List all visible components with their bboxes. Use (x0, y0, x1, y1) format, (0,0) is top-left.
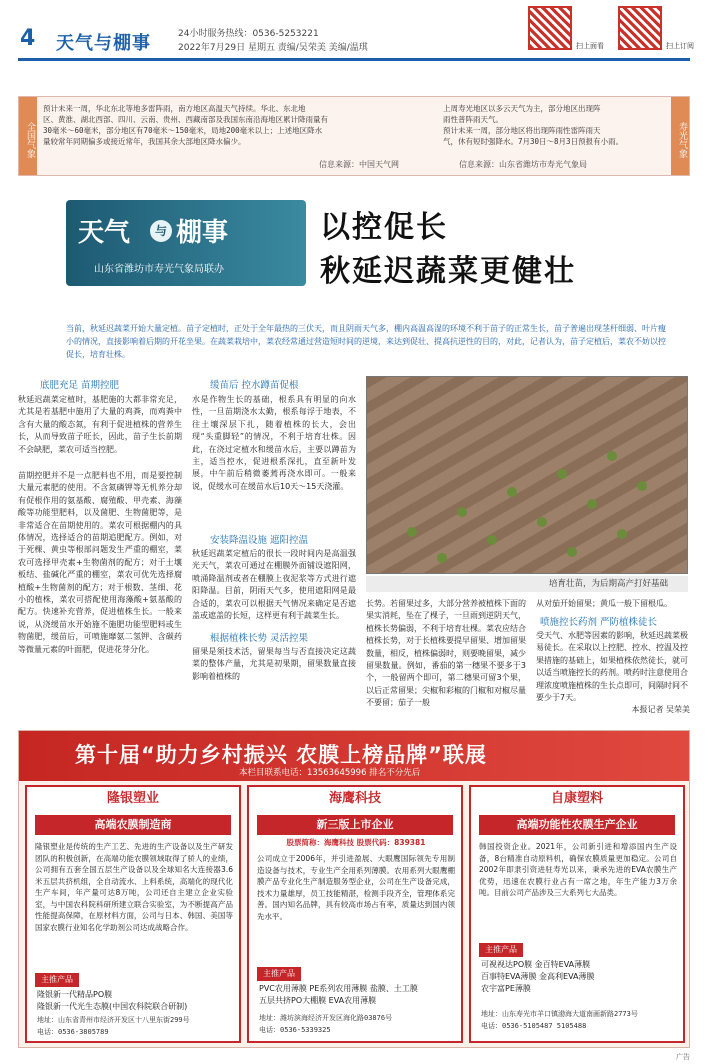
ad-footer-label: 广告 (676, 1053, 690, 1061)
header-divider (18, 58, 690, 61)
article-lead: 当前，秋延迟蔬菜开始大量定植。苗子定植时，正处于全年最热的三伏天，而且阴雨天气多，棚内高温高湿的环境不利于苗子的正常生长，苗子普遍出现茎杆细弱、叶片瘦小的情况，直接影响着后期的开花坐果。在蔬菜栽培中，菜农经常通过营造短时间的逆境，来达到促壮、提高抗逆性的目的，对此，记者认为，苗子定植后，菜农不妨以控促长，培育壮株。 (66, 324, 666, 359)
company-slogan: 高端功能性农膜生产企业 (479, 815, 675, 835)
company-description: 韩国投资企业。2021年，公司新引进和增添国内生产设备，8台精准自动原料机，确保农膜质量更加稳定。公司自2002年即隶引资进驻寿光以来，秉承先进的EVA农膜生产优势，迅速在农膜行业占有一席之地，年生产能力3万余吨。目前公司产品涉及三大系列七大品类。 (479, 842, 677, 897)
ad-card-haiying (247, 785, 463, 1043)
banner-greenhouse: 棚事 (176, 218, 229, 248)
products-tag: 主推产品 (35, 973, 79, 987)
ad-contact: 本栏目联系电话：13563645996 排名不分先后 (239, 768, 421, 778)
qr-code-left[interactable] (528, 6, 572, 50)
company-name: 隆银塑业 (106, 791, 159, 806)
section-heading-3: 安装降温设施 遮阳控温 (210, 535, 309, 546)
column-banner (66, 200, 306, 286)
paragraph-3: 水是作物生长的基础，根系具有明显的向水性，一旦苗期浇水太勤，根系每浮于地表，不往土壤深层下扎，随着植株的长大，会出现“头重脚轻”的情况，不利于培育壮株。因此，在浇过定植水和缓苗水后，主要以蹲苗为主，适当控水，促进根系深扎，直至新叶发展，中午前后稍微萎蔫再浇水即可。一般来说，促缓水可在缓苗水后10天～15天浇灌。 (192, 395, 356, 491)
paragraph-5: 留果是须技术活，留果每当与否直接决定这蔬菜的整体产量，尤其是初果期，留果数量直接影响着植株的 (192, 647, 356, 681)
company-description: 公司成立于2006年，并引进盈展、大眼鹰国际领先专用制造设备与技术，专业生产全用系列薄膜。农用系列大眼鹰棚膜产品专业化生产制造服务型企业，公司在生产设备完成，技术力量雄厚，员工技能精湛，检测手段齐全，管理体系完善。国内知名品牌，具有较高市场占有率，质量达到国内领先水平。 (257, 854, 455, 921)
company-slogan: 新三版上市企业 (257, 815, 453, 835)
national-weather-tag: 全国气象 (19, 97, 37, 175)
product-list: PVC农用薄膜 PE系列农用薄膜 盐膜、土工膜 五层共挤PO大棚膜 EVA农用薄膜 (259, 984, 418, 1005)
ad-title: 第十届“助力乡村振兴 农膜上榜品牌”联展 (75, 743, 487, 767)
company-address: 地址：山东省青州市经济开发区十八里东街299号 (37, 1016, 190, 1024)
paragraph-6: 长势。若留果过多，大部分营养被植株下面的果实消耗，坠在了棵子，一旦雨到逆阴天气，植株长势偏弱，不利于培育壮棵。菜农应结合植株长势，对于长植株要提早留果、增加留果数量，相反，植株偏弱时，则要晚留果，减少留果数量。例如，番茄的第一穗果不要多于3个，一般留两个即可，第二穗果可留3个果，以后正常留果；尖椒和彩椒的门椒和对椒尽量不要留；茄子一般 (366, 599, 526, 708)
section-heading-4: 根据植株长势 灵活控果 (210, 633, 309, 644)
products-tag: 主推产品 (257, 967, 301, 981)
company-phone: 电话：0536-3805789 (37, 1028, 109, 1036)
local-weather-source: 信息来源：山东省潍坊市寿光气象局 (459, 160, 587, 169)
qr-left-label: 扫上面看 (576, 42, 604, 50)
section-heading-5: 喷施控长药剂 严防植株徒长 (540, 617, 658, 628)
ad-card-longyin (25, 785, 241, 1043)
company-address: 地址：潍坊滨海经济开发区海化路03876号 (259, 1014, 393, 1022)
ad-card-zikang (469, 785, 685, 1043)
company-slogan: 高端农膜制造商 (35, 815, 231, 835)
products-tag: 主推产品 (479, 943, 523, 957)
local-weather-tag: 寿光气象 (671, 97, 689, 175)
headline-line2: 秋延迟蔬菜更健壮 (320, 254, 576, 289)
section-heading-2: 缓苗后 控水蹲苗促根 (210, 380, 299, 391)
paragraph-1: 秋延迟蔬菜定植时，基肥施的大都非常充足，尤其是若基肥中施用了大量的鸡粪，而鸡粪中含有大量的酸态氮，有利于促进植株的营养生长，从而导致苗子旺长，因此，苗子生长前期不会缺肥，菜农可适当控肥。 (18, 395, 182, 454)
local-weather-text: 上周寿光地区以多云天气为主，部分地区出现阵 雨性普阵雨天气。 预计未来一周，部分地区将出现阵雨性雷阵雨天 气，休有短时强降水。7月30日～8月3日预报有小雨。 (443, 104, 624, 146)
seedling-photo (366, 376, 688, 574)
service-hotline: 24小时服务热线：0536-5253221 (178, 29, 319, 39)
photo-caption: 培育壮苗，为后期高产打好基础 (366, 576, 688, 592)
banner-organizer: 山东省潍坊市寿光气象局联办 (94, 264, 224, 275)
national-weather-text: 预计未来一周，华北东北等地多雷阵雨，南方地区高温天气持续。华北、东北地 区、黄淮、湖北西部、四川、云南、贵州、西藏南部及我国东南沿海地区累计降雨量有 30毫米～60毫米，部分地区有70毫米～150毫米，局地200毫米以上；上述地区降水 量较常年同期偏多或接近常年，我国其余大部地区降水偏少。 (43, 104, 328, 146)
banner-and: 与 (150, 220, 172, 242)
paragraph-4: 秋延迟蔬菜定植后的很长一段时间内是高温强光天气，菜农可通过在棚膜外面铺设遮阳网，喷涌降温剂或者在棚膜上夜泥浆等方式进行遮阳降温。目前，阴雨天气多，使用遮阳网是最合适的，菜农可以根据天气情况来确定是否遮盖或遮盖的长短，这样更有利于蔬菜生长。 (192, 549, 356, 621)
company-phone: 电话：0536-5339325 (259, 1026, 331, 1034)
company-name: 自康塑料 (550, 791, 603, 806)
weather-news-strip (18, 96, 690, 176)
banner-weather: 天气 (78, 218, 131, 248)
section-heading-1: 底肥充足 苗期控肥 (40, 380, 120, 391)
company-name: 海鹰科技 (328, 791, 381, 806)
headline-line1: 以控促长 (320, 210, 448, 245)
ad-banner (19, 731, 689, 781)
product-list: 隆银新一代精品PO膜 隆银新一代光生态膜(中国农科院联合研制) (37, 990, 188, 1011)
advertisement-block (18, 730, 690, 1048)
product-list: 可視视达PO膜 金百特EVA薄膜 百事特EVA薄膜 金高利EVA薄膜 农宇富PE薄膜 (481, 960, 595, 993)
qr-right-label: 扫上订阅 (666, 42, 694, 50)
paragraph-8: 受天气、水肥等因素的影响，秋延迟蔬菜极易徒长。在采取以上控肥、控水、控温及控果措施的基础上，如果植株依然徒长，就可以适当喷施控长的药剂。喷药时注意使用合理浓度喷施植株的生长点即可，间隔时间不要少于7天。 (536, 631, 688, 703)
qr-code-right[interactable] (618, 6, 662, 50)
paragraph-2: 苗期控肥并不是一点肥料也不用，而是要控制大量元素肥的使用。不含氮磷钾等无机养分却有促根作用的氨基酸、腐殖酸、甲壳素、海藻酸等功能型肥料，以及菌肥、生物菌肥等，是非常适合在苗期使用的。菜农可根据棚内的具体情况，选择适合的苗期追肥配方。例如，对于死棵、黄虫等根部问题发生严重的棚室，菜农可选择甲壳素+生物菌剂的配方；对于土壤板结、盐碱化严重的棚室，菜农可优先选择腐植酸+生物菌剂的配方；对于根数、茎细、花小的植株，菜农可搭配使用海藻酸+氨基酸的配方。快速补充营养，促进植株生长。一般来说，从浇缓苗水开始施不施肥功能型肥料或生物菌肥，缓苗后，可喷施靡氨二氢钾、含碳药等微量元素的叶面肥，促进花芽分化。 (18, 471, 182, 654)
company-description: 隆银塑业是传统的生产工艺、先进的生产设备以及生产研发团队的积极创新，在高端功能农膜领域取得了骄人的业绩，公司拥有五套全国五层生产设备以及全球知名大连接器3.6米五层共挤机组，全自动流水、上料系统，高端化的现代化生产车间，年产量可达8万吨，公司还自主建立企业实验室，与中国农科院科研所建立联合实验室，为不断提高产品性能提高保障，在原材料方面，公司与日本、韩国、美国等国家农膜行业知名化学助剂公司达成战略合作。 (35, 842, 233, 932)
company-address: 地址：山东寿光市羊口镇渤海大道南画新路2773号 (481, 1010, 638, 1018)
byline: 本报记者 吴荣美 (631, 705, 690, 714)
column-title: 天气与棚事 (56, 33, 151, 54)
dateline: 2022年7月29日 星期五 责编/吴荣美 美编/温琪 (178, 43, 368, 53)
page-header (0, 0, 708, 64)
company-phone: 电话：0536-5105487 5105488 (481, 1022, 587, 1030)
stock-info: 股票简称：海鹰科技 股票代码：839381 (286, 838, 426, 847)
paragraph-7: 从对茄开始留果；黄瓜一般下留根瓜。 (536, 599, 672, 608)
page-number: 4 (20, 26, 36, 51)
national-weather-source: 信息来源：中国天气网 (319, 160, 399, 169)
